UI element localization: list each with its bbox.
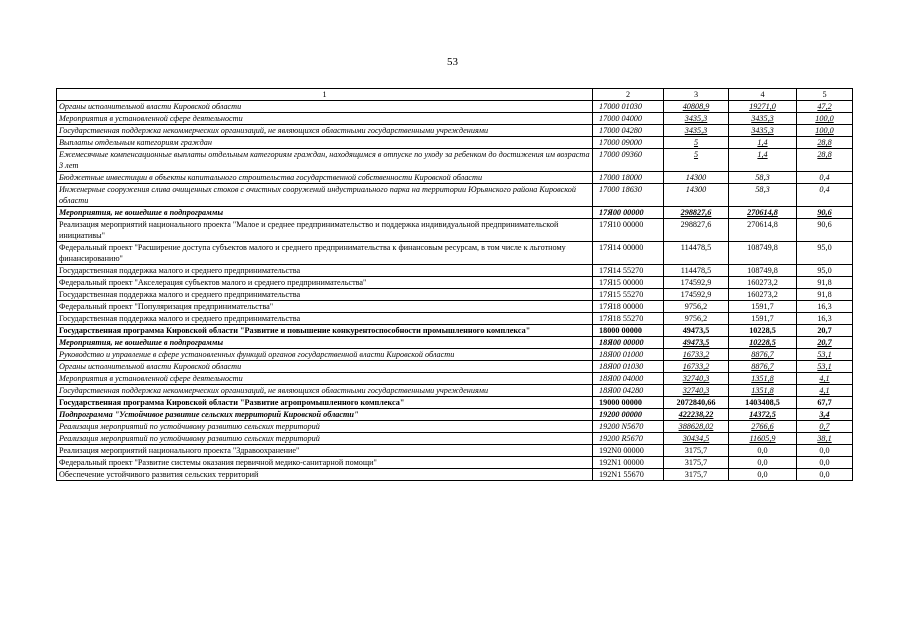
row-name-cell: Мероприятия, не вошедшие в подпрограммы <box>57 337 593 349</box>
row-actual-value-cell: 1351,8 <box>729 385 797 397</box>
row-code-cell: 17000 18630 <box>593 184 664 207</box>
row-planned-value-cell: 5 <box>664 149 729 172</box>
row-percent-cell: 16,3 <box>797 313 853 325</box>
row-name-cell: Реализация мероприятий национального проекта "Малое и среднее предпринимательство и поддержка индивидуальной предпринимательской инициативы" <box>57 219 593 242</box>
row-planned-value-cell: 174592,9 <box>664 277 729 289</box>
row-code-cell: 18Я00 00000 <box>593 337 664 349</box>
row-name-cell: Государственная поддержка малого и среднего предпринимательства <box>57 313 593 325</box>
row-planned-value-cell: 16733,2 <box>664 349 729 361</box>
row-name-cell: Бюджетные инвестиции в объекты капитального строительства государственной собственности Кировской области <box>57 172 593 184</box>
column-header: 4 <box>729 89 797 101</box>
row-percent-cell: 4,1 <box>797 385 853 397</box>
row-name-cell: Мероприятия, не вошедшие в подпрограммы <box>57 207 593 219</box>
column-header: 1 <box>57 89 593 101</box>
row-actual-value-cell: 108749,8 <box>729 242 797 265</box>
column-header: 2 <box>593 89 664 101</box>
row-percent-cell: 3,4 <box>797 409 853 421</box>
row-name-cell: Реализация мероприятий по устойчивому развитию сельских территорий <box>57 433 593 445</box>
row-planned-value-cell: 14300 <box>664 184 729 207</box>
row-code-cell: 17Я14 55270 <box>593 265 664 277</box>
row-name-cell: Государственная поддержка малого и среднего предпринимательства <box>57 265 593 277</box>
row-code-cell: 17Я00 00000 <box>593 207 664 219</box>
table-row <box>57 289 853 301</box>
row-code-cell: 19200 00000 <box>593 409 664 421</box>
row-code-cell: 17000 18000 <box>593 172 664 184</box>
row-percent-cell: 47,2 <box>797 101 853 113</box>
row-code-cell: 17Я14 00000 <box>593 242 664 265</box>
row-actual-value-cell: 1,4 <box>729 137 797 149</box>
row-actual-value-cell: 1403408,5 <box>729 397 797 409</box>
table-row <box>57 421 853 433</box>
row-actual-value-cell: 0,0 <box>729 457 797 469</box>
row-code-cell: 17000 01030 <box>593 101 664 113</box>
table-header-row <box>57 89 853 101</box>
row-planned-value-cell: 114478,5 <box>664 242 729 265</box>
row-code-cell: 17000 04000 <box>593 113 664 125</box>
table-row <box>57 219 853 242</box>
row-code-cell: 192N1 00000 <box>593 457 664 469</box>
row-code-cell: 19200 N5670 <box>593 421 664 433</box>
row-name-cell: Инженерные сооружения слива очищенных стоков с очистных сооружений индустриального парка на территории Юрьянского района Кировской области <box>57 184 593 207</box>
row-name-cell: Мероприятия в установленной сфере деятельности <box>57 373 593 385</box>
row-percent-cell: 0,0 <box>797 445 853 457</box>
table-row <box>57 172 853 184</box>
row-planned-value-cell: 422238,22 <box>664 409 729 421</box>
row-code-cell: 17Я15 00000 <box>593 277 664 289</box>
row-percent-cell: 91,8 <box>797 289 853 301</box>
row-actual-value-cell: 10228,5 <box>729 325 797 337</box>
row-planned-value-cell: 5 <box>664 137 729 149</box>
row-name-cell: Реализация мероприятий по устойчивому развитию сельских территорий <box>57 421 593 433</box>
row-percent-cell: 0,4 <box>797 184 853 207</box>
row-actual-value-cell: 10228,5 <box>729 337 797 349</box>
row-percent-cell: 95,0 <box>797 265 853 277</box>
row-actual-value-cell: 160273,2 <box>729 289 797 301</box>
row-actual-value-cell: 2766,6 <box>729 421 797 433</box>
table-row <box>57 325 853 337</box>
table-row <box>57 445 853 457</box>
row-percent-cell: 20,7 <box>797 337 853 349</box>
row-actual-value-cell: 3435,3 <box>729 113 797 125</box>
row-name-cell: Государственная поддержка некоммерческих организаций, не являющихся областными государственными учреждениями <box>57 385 593 397</box>
row-percent-cell: 95,0 <box>797 242 853 265</box>
budget-table <box>56 88 853 481</box>
row-planned-value-cell: 388628,02 <box>664 421 729 433</box>
row-planned-value-cell: 3175,7 <box>664 457 729 469</box>
row-actual-value-cell: 1,4 <box>729 149 797 172</box>
row-percent-cell: 91,8 <box>797 277 853 289</box>
table-row <box>57 397 853 409</box>
row-code-cell: 18Я00 01030 <box>593 361 664 373</box>
row-planned-value-cell: 3435,3 <box>664 125 729 137</box>
row-code-cell: 18Я00 01000 <box>593 349 664 361</box>
table-row <box>57 101 853 113</box>
row-planned-value-cell: 32740,3 <box>664 373 729 385</box>
row-actual-value-cell: 58,3 <box>729 172 797 184</box>
row-planned-value-cell: 30434,5 <box>664 433 729 445</box>
row-percent-cell: 53,1 <box>797 349 853 361</box>
row-actual-value-cell: 1591,7 <box>729 313 797 325</box>
row-actual-value-cell: 270614,8 <box>729 219 797 242</box>
table-row <box>57 385 853 397</box>
row-actual-value-cell: 108749,8 <box>729 265 797 277</box>
row-planned-value-cell: 3175,7 <box>664 469 729 481</box>
row-planned-value-cell: 9756,2 <box>664 301 729 313</box>
row-planned-value-cell: 32740,3 <box>664 385 729 397</box>
row-percent-cell: 0,0 <box>797 457 853 469</box>
row-name-cell: Федеральный проект "Развитие системы оказания первичной медико-санитарной помощи" <box>57 457 593 469</box>
table-row <box>57 265 853 277</box>
row-percent-cell: 90,6 <box>797 219 853 242</box>
table-row <box>57 301 853 313</box>
row-actual-value-cell: 58,3 <box>729 184 797 207</box>
row-planned-value-cell: 3435,3 <box>664 113 729 125</box>
row-planned-value-cell: 114478,5 <box>664 265 729 277</box>
table-row <box>57 242 853 265</box>
row-percent-cell: 16,3 <box>797 301 853 313</box>
row-name-cell: Федеральный проект "Расширение доступа субъектов малого и среднего предпринимательства к финансовым ресурсам, в том числе к льготному финансированию" <box>57 242 593 265</box>
row-percent-cell: 28,8 <box>797 149 853 172</box>
table-row <box>57 361 853 373</box>
row-percent-cell: 90,6 <box>797 207 853 219</box>
row-planned-value-cell: 9756,2 <box>664 313 729 325</box>
row-percent-cell: 0,4 <box>797 172 853 184</box>
table-row <box>57 137 853 149</box>
column-header: 5 <box>797 89 853 101</box>
table-row <box>57 409 853 421</box>
row-name-cell: Ежемесячные компенсационные выплаты отдельным категориям граждан, находящимся в отпуске по уходу за ребенком до достижения им возраста 3 лет <box>57 149 593 172</box>
row-actual-value-cell: 3435,3 <box>729 125 797 137</box>
row-name-cell: Государственная программа Кировской области "Развитие агропромышленного комплекса" <box>57 397 593 409</box>
row-name-cell: Органы исполнительной власти Кировской области <box>57 101 593 113</box>
row-percent-cell: 100,0 <box>797 125 853 137</box>
row-actual-value-cell: 19271,0 <box>729 101 797 113</box>
row-planned-value-cell: 298827,6 <box>664 219 729 242</box>
column-header: 3 <box>664 89 729 101</box>
row-planned-value-cell: 2072840,66 <box>664 397 729 409</box>
table-row <box>57 313 853 325</box>
row-code-cell: 192N1 55670 <box>593 469 664 481</box>
row-code-cell: 192N0 00000 <box>593 445 664 457</box>
row-code-cell: 17000 09360 <box>593 149 664 172</box>
row-name-cell: Федеральный проект "Популяризация предпринимательства" <box>57 301 593 313</box>
table-row <box>57 457 853 469</box>
row-percent-cell: 67,7 <box>797 397 853 409</box>
row-percent-cell: 0,0 <box>797 469 853 481</box>
row-code-cell: 17000 09000 <box>593 137 664 149</box>
row-code-cell: 18Я00 04000 <box>593 373 664 385</box>
row-name-cell: Обеспечение устойчивого развития сельских территорий <box>57 469 593 481</box>
row-actual-value-cell: 1351,8 <box>729 373 797 385</box>
row-actual-value-cell: 11605,9 <box>729 433 797 445</box>
table-row <box>57 113 853 125</box>
table-row <box>57 207 853 219</box>
table-row <box>57 125 853 137</box>
row-actual-value-cell: 270614,8 <box>729 207 797 219</box>
row-planned-value-cell: 14300 <box>664 172 729 184</box>
row-percent-cell: 0,7 <box>797 421 853 433</box>
row-planned-value-cell: 174592,9 <box>664 289 729 301</box>
row-name-cell: Выплаты отдельным категориям граждан <box>57 137 593 149</box>
row-name-cell: Реализация мероприятий национального проекта "Здравоохранение" <box>57 445 593 457</box>
row-actual-value-cell: 14372,5 <box>729 409 797 421</box>
row-actual-value-cell: 8876,7 <box>729 349 797 361</box>
row-actual-value-cell: 0,0 <box>729 445 797 457</box>
row-code-cell: 18000 00000 <box>593 325 664 337</box>
row-planned-value-cell: 49473,5 <box>664 337 729 349</box>
row-code-cell: 17000 04280 <box>593 125 664 137</box>
table-row <box>57 373 853 385</box>
row-code-cell: 17Я18 55270 <box>593 313 664 325</box>
row-actual-value-cell: 0,0 <box>729 469 797 481</box>
row-planned-value-cell: 16733,2 <box>664 361 729 373</box>
row-planned-value-cell: 298827,6 <box>664 207 729 219</box>
row-actual-value-cell: 1591,7 <box>729 301 797 313</box>
row-planned-value-cell: 49473,5 <box>664 325 729 337</box>
table-row <box>57 433 853 445</box>
row-code-cell: 18Я00 04280 <box>593 385 664 397</box>
table-row <box>57 277 853 289</box>
row-percent-cell: 4,1 <box>797 373 853 385</box>
table-row <box>57 337 853 349</box>
row-name-cell: Государственная программа Кировской области "Развитие и повышение конкурентоспособности промышленного комплекса" <box>57 325 593 337</box>
row-code-cell: 19000 00000 <box>593 397 664 409</box>
row-code-cell: 17Я10 00000 <box>593 219 664 242</box>
row-percent-cell: 53,1 <box>797 361 853 373</box>
table-row <box>57 469 853 481</box>
row-code-cell: 19200 R5670 <box>593 433 664 445</box>
row-name-cell: Государственная поддержка малого и среднего предпринимательства <box>57 289 593 301</box>
row-name-cell: Мероприятия в установленной сфере деятельности <box>57 113 593 125</box>
row-name-cell: Руководство и управление в сфере установленных функций органов государственной власти Кировской области <box>57 349 593 361</box>
row-planned-value-cell: 3175,7 <box>664 445 729 457</box>
row-percent-cell: 38,1 <box>797 433 853 445</box>
row-percent-cell: 20,7 <box>797 325 853 337</box>
table-row <box>57 149 853 172</box>
row-name-cell: Подпрограмма "Устойчивое развитие сельских территорий Кировской области" <box>57 409 593 421</box>
page-number: 53 <box>447 56 458 68</box>
row-code-cell: 17Я18 00000 <box>593 301 664 313</box>
table-row <box>57 184 853 207</box>
row-code-cell: 17Я15 55270 <box>593 289 664 301</box>
row-name-cell: Органы исполнительной власти Кировской области <box>57 361 593 373</box>
row-actual-value-cell: 8876,7 <box>729 361 797 373</box>
row-name-cell: Государственная поддержка некоммерческих организаций, не являющихся областными государственными учреждениями <box>57 125 593 137</box>
row-name-cell: Федеральный проект "Акселерация субъектов малого и среднего предпринимательства" <box>57 277 593 289</box>
row-percent-cell: 100,0 <box>797 113 853 125</box>
table-row <box>57 349 853 361</box>
row-actual-value-cell: 160273,2 <box>729 277 797 289</box>
row-percent-cell: 28,8 <box>797 137 853 149</box>
row-planned-value-cell: 40808,9 <box>664 101 729 113</box>
